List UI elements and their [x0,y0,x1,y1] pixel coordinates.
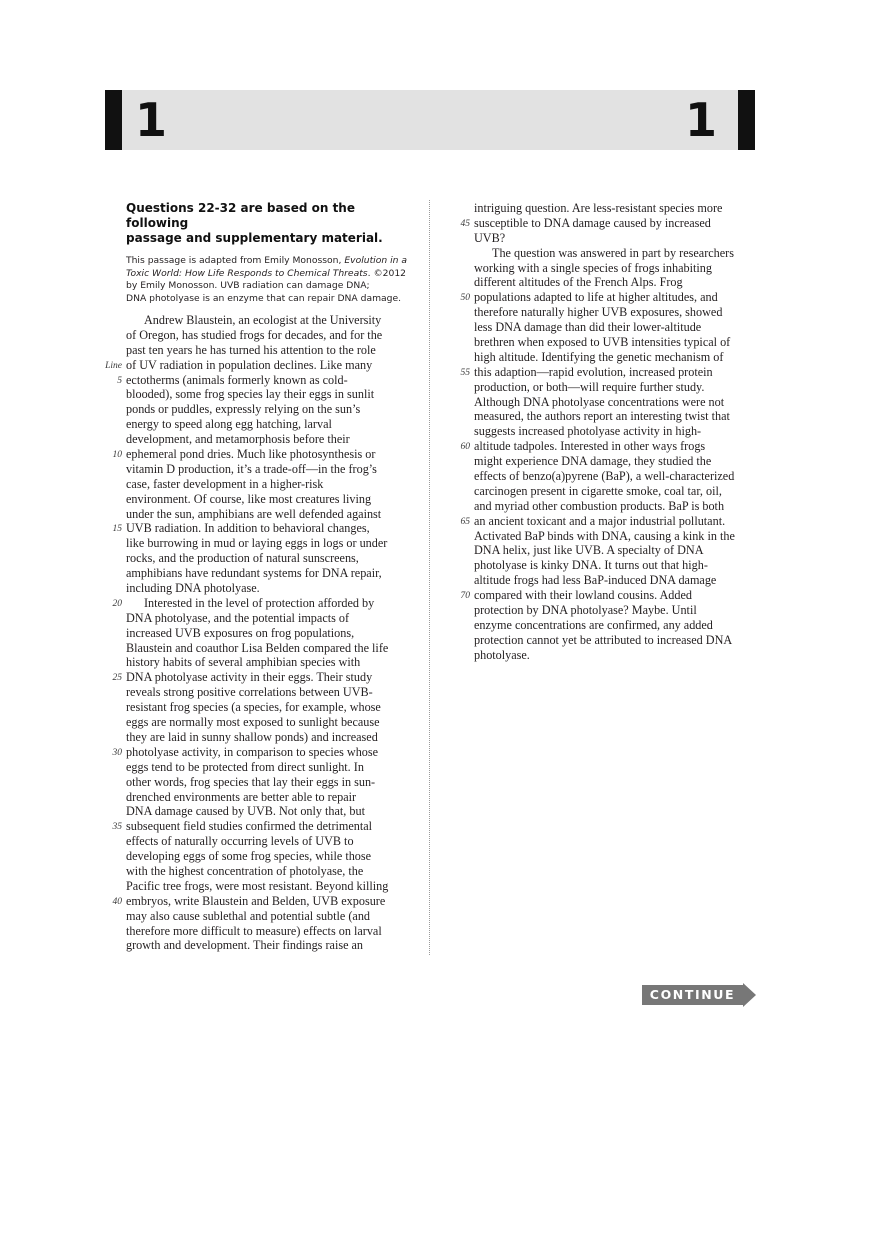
passage-line-text: past ten years he has turned his attention to the role [126,342,376,357]
intro-line: This passage is adapted from Emily Monosson, Evolution in a [126,255,408,266]
passage-line [126,879,408,894]
right-arrow-icon [743,983,756,1007]
questions-heading-line: Questions 22-32 are based on the following [126,201,355,230]
passage-line [126,611,408,626]
passage-line-text: reveals strong positive correlations between UVB- [126,685,373,700]
passage-line-text: Interested in the level of protection afforded by [144,595,375,610]
passage-line-text: protection by DNA photolyase? Maybe. Until [474,603,697,618]
passage-line [112,819,408,834]
passage-line-text: resistant frog species (a species, for example, whose [126,700,381,715]
passage-line-text: Although DNA photolyase concentrations were not [474,394,725,409]
passage-line-text: including DNA photolyase. [126,581,260,596]
passage-line [126,387,408,402]
line-number: 10 [112,450,122,461]
passage-line [474,246,756,261]
passage-line-text: measured, the authors report an interesting twist that [474,409,730,424]
passage-line [126,313,408,328]
passage-left-text [105,313,408,953]
passage-line [126,804,408,819]
continue-label: CONTINUE [649,987,736,1002]
passage-right-text [460,201,756,663]
passage-line [126,924,408,939]
passage-line [112,670,408,685]
passage-line-text: rocks, and the production of natural sunscreens, [126,551,359,566]
passage-line-text: effects of benzo(a)pyrene (BaP), a well-characterized [474,469,735,484]
passage-line [126,700,408,715]
passage-line-text: like burrowing in mud or laying eggs in logs or under [126,536,388,551]
passage-line [474,469,756,484]
passage-line-text: may also cause sublethal and potential subtle (and [126,908,371,923]
passage-line-text: ephemeral pond dries. Much like photosynthesis or [126,447,376,462]
passage-line-text: photolyase activity, in comparison to species whose [126,744,379,759]
intro-line: DNA photolyase is an enzyme that can repair DNA damage. [126,292,402,304]
passage-line [474,275,756,290]
passage-line-text: less DNA damage than did their lower-altitude [474,320,702,335]
passage-line [112,744,408,760]
passage-line-text: other words, frog species that lay their eggs in sun- [126,774,376,789]
passage-line [474,603,756,618]
passage-line-text: environment. Of course, like most creatures living [126,491,372,506]
passage-line [126,581,408,596]
passage-line-text: susceptible to DNA damage caused by increased [474,215,711,230]
passage-line-text: energy to speed along egg hatching, larval [126,417,332,432]
intro-line: by Emily Monosson. UVB radiation can damage DNA; [126,280,370,291]
passage-line [474,618,756,633]
passage-line-text: compared with their lowland cousins. Added [474,588,692,603]
passage-line-text: with the highest concentration of photolyase, the [126,863,364,878]
passage-line-text: history habits of several amphibian species with [126,655,361,670]
passage-line-text: increased UVB exposures on frog populations, [126,625,355,640]
passage-line [474,395,756,410]
passage-line [474,543,756,558]
passage-line-text: Andrew Blaustein, an ecologist at the University [144,313,382,327]
passage-line-text: blooded), some frog species lay their eggs in sunlit [126,387,375,402]
section-header [105,90,755,150]
passage-line [126,715,408,730]
passage-line [474,529,756,544]
passage-line [126,566,408,581]
passage-line-text: therefore naturally higher UVB exposures, showed [474,305,723,320]
line-number: 5 [117,375,122,386]
passage-line-text: might experience DNA damage, they studied the [474,454,712,469]
passage-line-text: subsequent field studies confirmed the detrimental [126,819,373,834]
passage-line-text: photolyase. [474,647,530,662]
passage-line [126,328,408,343]
passage-line-text: photolyase is kinky DNA. It turns out that high- [474,558,708,573]
passage-line [126,402,408,417]
passage-line [474,633,756,648]
line-number: 55 [460,367,470,378]
questions-heading [126,201,408,246]
passage-line-text: amphibians have redundant systems for DNA repair, [126,566,382,581]
passage-line-text: effects of naturally occurring levels of UVB to [126,834,354,849]
line-label: Line [105,360,122,371]
passage-line [474,305,756,320]
passage-intro [126,255,408,305]
passage-line [126,641,408,656]
passage-line-text: embryos, write Blaustein and Belden, UVB exposure [126,893,386,908]
passage-line [474,454,756,469]
line-number: 20 [112,598,122,609]
line-number: 25 [112,673,122,684]
passage-line [112,447,408,462]
passage-line [460,364,756,380]
passage-line [126,685,408,700]
section-number-left: 1 [135,93,168,147]
passage-line-text: production, or both—will require further study. [474,379,705,394]
passage-line-text: of Oregon, has studied frogs for decades, and for the [126,327,383,342]
passage-line [460,513,756,529]
passage-line [105,357,408,373]
passage-line [460,588,756,603]
passage-line-text: therefore more difficult to measure) effects on larval [126,923,382,938]
passage-line-text: they are laid in sunny shallow ponds) and increased [126,729,378,744]
passage-line-text: Pacific tree frogs, were most resistant. Beyond killing [126,878,389,893]
passage-line-text: vitamin D production, it’s a trade-off—in the frog’s [126,461,377,476]
passage-line-text: enzyme concentrations are confirmed, any added [474,617,713,632]
line-number: 50 [460,293,470,304]
passage-line [474,320,756,335]
passage-line [474,558,756,573]
passage-line-text: and myriad other combustion products. BaP is both [474,498,725,513]
column-divider [429,200,430,955]
passage-line-text: altitude frogs had less BaP-induced DNA damage [474,573,717,588]
passage-line-text: high altitude. Identifying the genetic mechanism of [474,349,724,364]
passage-line-text: of UV radiation in population declines. Like many [126,357,373,372]
passage-line-text: developing eggs of some frog species, while those [126,849,372,864]
passage-line-text: different altitudes of the French Alps. Frog [474,275,683,290]
passage-line [126,343,408,358]
passage-line [474,499,756,514]
passage-line-text: under the sun, amphibians are well defended against [126,506,382,521]
passage-line-text: eggs tend to be protected from direct sunlight. In [126,759,364,774]
passage-line [126,775,408,790]
passage-line-text: working with a single species of frogs inhabiting [474,260,712,275]
line-number: 40 [112,896,122,907]
passage-line [112,893,408,909]
passage-line [474,380,756,395]
passage-line [126,760,408,775]
passage-line [474,350,756,365]
passage-line-text: UVB radiation. In addition to behavioral changes, [126,521,370,536]
continue-button[interactable] [642,983,756,1007]
passage-line-text: DNA damage caused by UVB. Not only that, but [126,804,365,819]
passage-line-text: populations adapted to life at higher altitudes, and [474,290,718,305]
passage-line-text: DNA photolyase activity in their eggs. Their study [126,670,373,685]
passage-line [460,290,756,305]
passage-line-text: altitude tadpoles. Interested in other ways frogs [474,439,706,454]
passage-line [474,335,756,350]
passage-line-text: UVB? [474,230,506,245]
line-number: 65 [460,516,470,527]
passage-line [474,201,756,216]
passage-line [126,938,408,953]
questions-heading-line: passage and supplementary material. [126,231,383,245]
passage-line [126,730,408,745]
passage-line [126,655,408,670]
passage-line [474,261,756,276]
passage-line-text: drenched environments are better able to repair [126,789,357,804]
passage-line [126,849,408,864]
line-number: 70 [460,591,470,602]
passage-line-text: DNA photolyase, and the potential impacts of [126,610,350,625]
passage-line [126,417,408,432]
passage-line [474,231,756,246]
line-number: 35 [112,822,122,833]
passage-line-text: suggests increased photolyase activity in high- [474,424,702,439]
header-bar-left [105,90,122,150]
passage-line [474,424,756,439]
passage-line [126,507,408,522]
passage-line [112,595,408,611]
passage-line-text: ectotherms (animals formerly known as cold- [126,372,348,387]
passage-line [126,432,408,447]
passage-line [126,536,408,551]
header-bar-right [738,90,755,150]
passage-line-text: brethren when exposed to UVB intensities typical of [474,335,731,350]
passage-line [126,551,408,566]
passage-line-text: Blaustein and coauthor Lisa Belden compared the life [126,640,389,655]
passage-line-text: development, and metamorphosis before their [126,432,350,447]
passage-line [126,477,408,492]
line-number: 15 [112,524,122,535]
passage-line-text: DNA helix, just like UVB. A specialty of DNA [474,543,704,558]
passage-line [126,790,408,805]
passage-line [474,409,756,424]
intro-line: Toxic World: How Life Responds to Chemical Threats. ©2012 [126,267,407,279]
passage-line [126,834,408,849]
passage-line-text: intriguing question. Are less-resistant species more [474,201,723,215]
passage-line [126,864,408,879]
passage-line [474,648,756,663]
passage-line-text: ponds or puddles, expressly relying on the sun’s [126,402,361,417]
passage-line [126,909,408,924]
line-number: 45 [460,218,470,229]
passage-line-text: Activated BaP binds with DNA, causing a kink in the [474,528,735,543]
passage-line-text: carcinogen present in cigarette smoke, coal tar, oil, [474,483,722,498]
right-column [460,201,756,663]
passage-line [474,484,756,499]
passage-line-text: this adaption—rapid evolution, increased protein [474,364,713,379]
passage-line-text: protection cannot yet be attributed to increased DNA [474,632,733,647]
line-number: 60 [460,442,470,453]
passage-line-text: The question was answered in part by researchers [492,245,734,260]
passage-line [112,521,408,536]
passage-line-text: growth and development. Their findings raise an [126,938,364,953]
passage-line-text: case, faster development in a higher-risk [126,476,324,491]
passage-line-text: an ancient toxicant and a major industrial pollutant. [474,513,726,528]
left-column [105,201,408,953]
passage-line-text: eggs are normally most exposed to sunlight because [126,715,380,730]
passage-line [460,439,756,454]
passage-line [474,573,756,588]
passage-line [126,462,408,477]
passage-line [126,492,408,507]
passage-line [117,372,408,388]
section-number-right: 1 [684,93,717,147]
passage-line [460,215,756,231]
passage-line [126,626,408,641]
line-number: 30 [112,747,122,758]
